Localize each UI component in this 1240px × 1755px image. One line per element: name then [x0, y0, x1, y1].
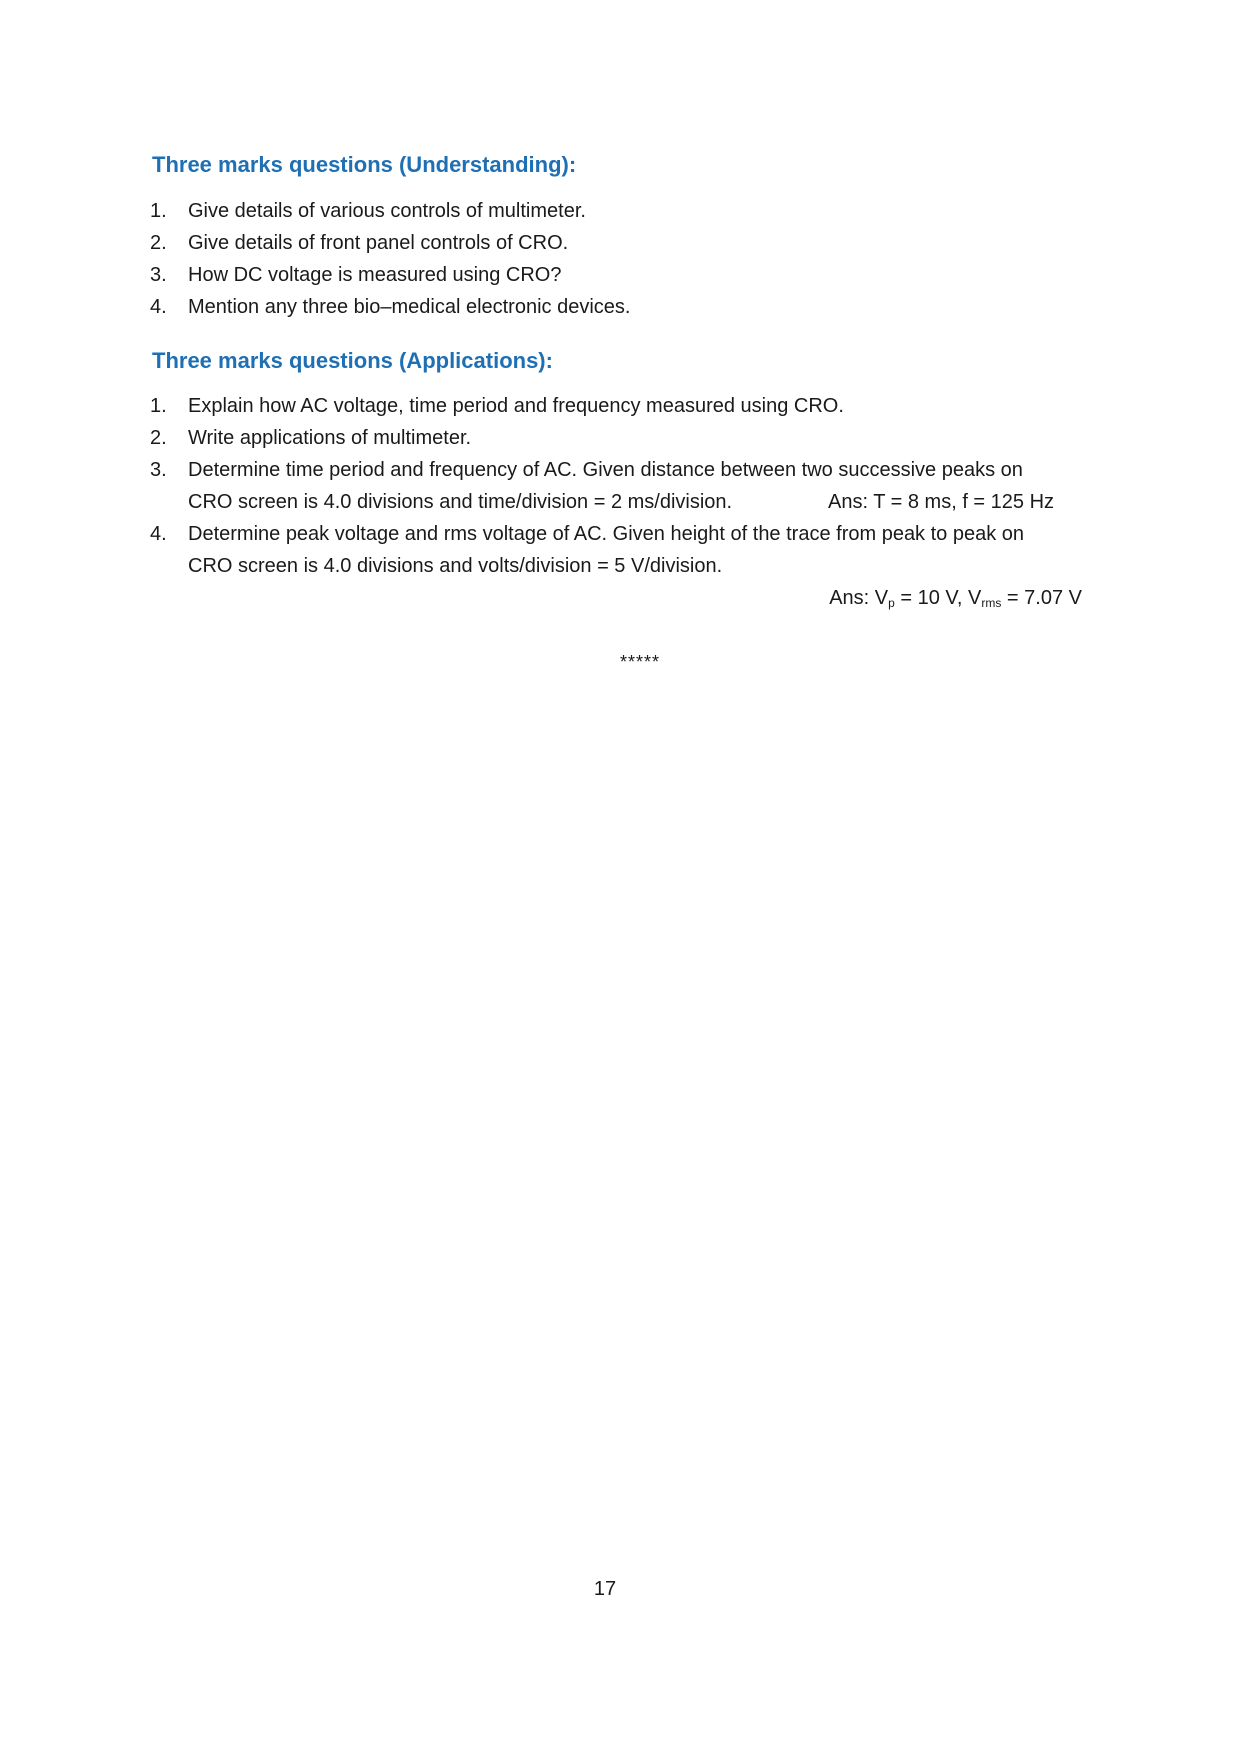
question-text: How DC voltage is measured using CRO? — [188, 264, 562, 286]
answer-text: Ans: T = 8 ms, f = 125 Hz — [828, 491, 1055, 513]
question-text: Mention any three bio–medical electronic devices. — [188, 296, 631, 318]
answer-prefix: Ans: V — [829, 587, 889, 609]
answer-subscript-peak: p — [888, 596, 895, 610]
list-item — [150, 259, 1090, 291]
list-item — [150, 195, 1090, 227]
list-item — [150, 422, 1090, 454]
question-text-line-2-wrapper — [188, 486, 1090, 518]
answer-middle: = 10 V, V — [894, 587, 982, 609]
question-list-understanding — [150, 195, 1090, 323]
question-text-line-1: Determine peak voltage and rms voltage of AC. Given height of the trace from peak to peak on — [188, 523, 1025, 545]
list-item — [150, 227, 1090, 259]
question-text-line-1: Determine time period and frequency of AC. Given distance between two successive peaks on — [188, 459, 1023, 481]
page-number: 17 — [593, 1578, 617, 1600]
section-heading-applications: Three marks questions (Applications): — [152, 348, 553, 373]
list-item — [150, 390, 1090, 422]
answer-subscript-rms: rms — [981, 596, 1002, 610]
section-separator: ***** — [619, 652, 661, 672]
question-text: Write applications of multimeter. — [188, 427, 472, 449]
question-number: 3. — [150, 459, 167, 481]
question-text: Give details of front panel controls of CRO. — [188, 232, 569, 254]
question-text: Explain how AC voltage, time period and frequency measured using CRO. — [188, 395, 844, 417]
question-text-line-2: CRO screen is 4.0 divisions and volts/division = 5 V/division. — [188, 555, 723, 577]
answer-text — [188, 582, 1090, 614]
question-text: Give details of various controls of multimeter. — [188, 200, 586, 222]
question-text-line-2: CRO screen is 4.0 divisions and time/division = 2 ms/division. — [188, 491, 733, 513]
list-item — [150, 291, 1090, 323]
list-item — [150, 454, 1090, 518]
question-number: 2. — [150, 427, 167, 449]
question-number: 4. — [150, 296, 167, 318]
question-number: 1. — [150, 395, 167, 417]
question-list-applications — [150, 390, 1090, 614]
list-item — [150, 518, 1090, 614]
answer-suffix: = 7.07 V — [1001, 587, 1082, 609]
section-heading-understanding: Three marks questions (Understanding): — [152, 152, 577, 177]
question-number: 2. — [150, 232, 167, 254]
question-number: 1. — [150, 200, 167, 222]
question-number: 3. — [150, 264, 167, 286]
question-number: 4. — [150, 523, 167, 545]
